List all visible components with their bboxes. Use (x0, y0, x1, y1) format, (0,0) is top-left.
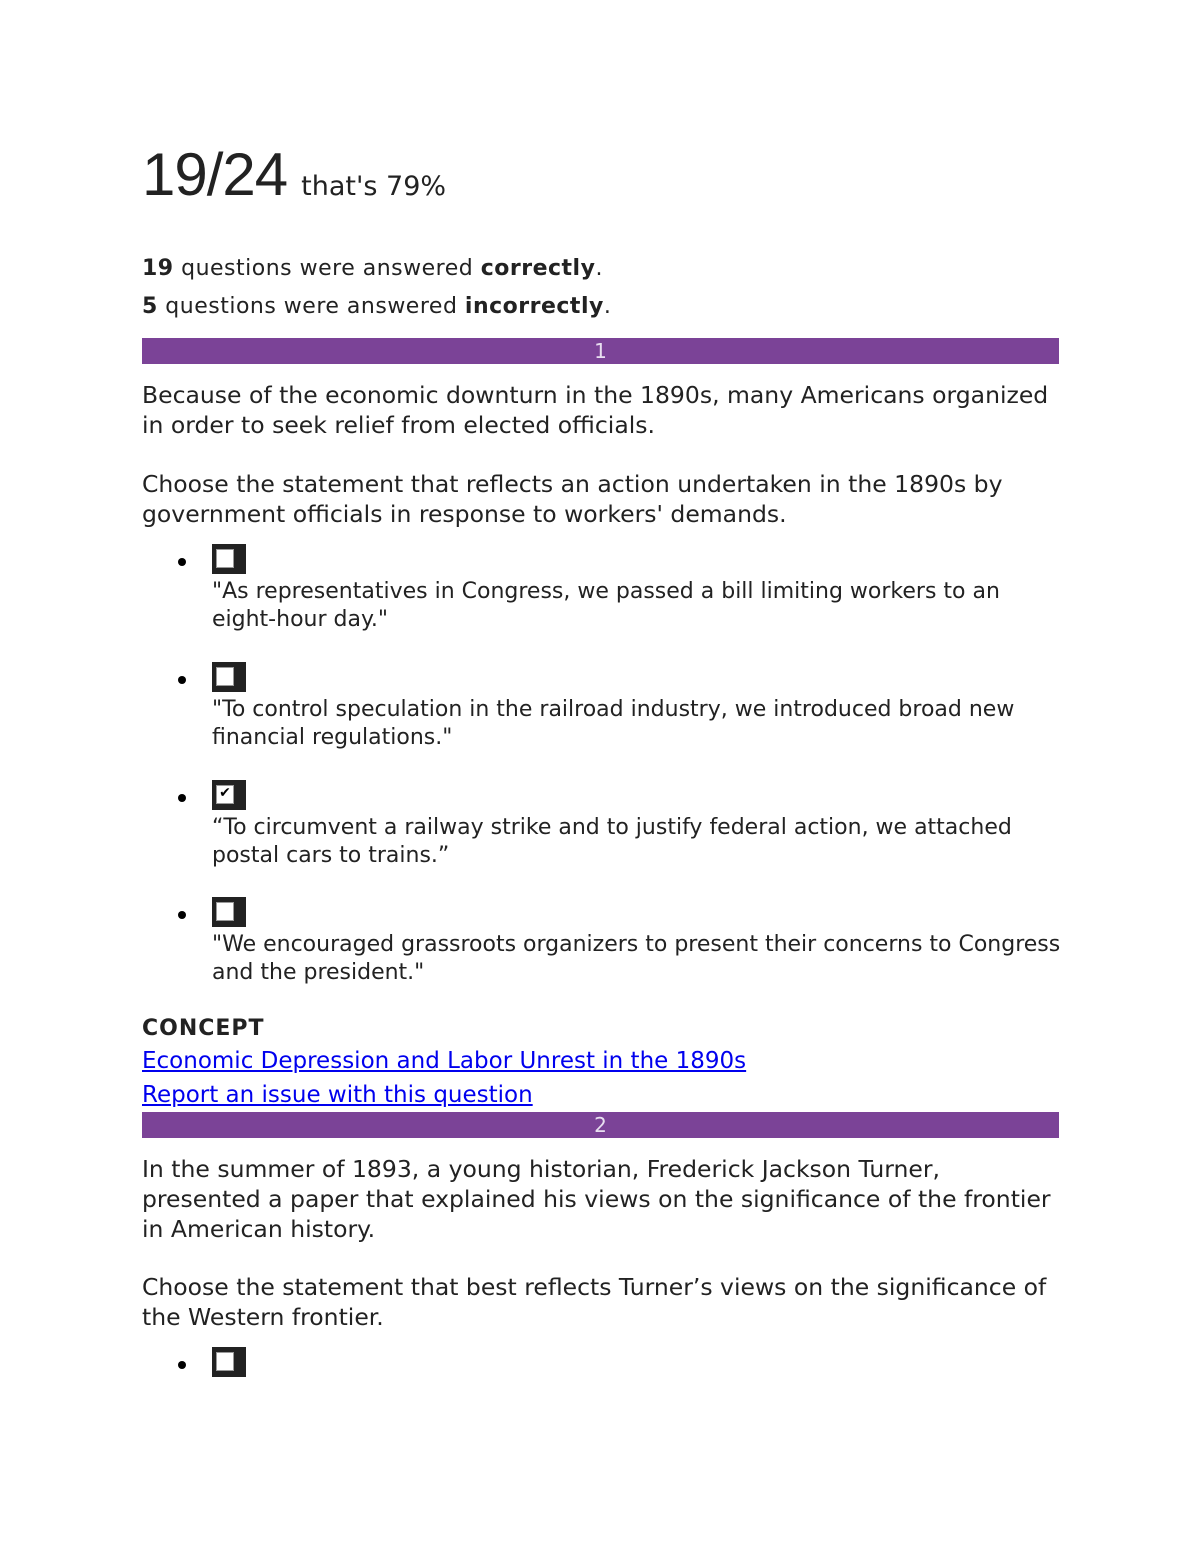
score-fraction: 19/24 (142, 141, 288, 208)
bullet-icon (178, 911, 186, 919)
option-text: "We encouraged grassroots organizers to present their concerns to Congress and the president." (212, 932, 1061, 985)
stat-text: questions were answered (157, 294, 465, 319)
bullet-icon (178, 558, 186, 566)
checkbox-icon[interactable] (212, 662, 246, 692)
option-text: "To control speculation in the railroad industry, we introduced broad new financial regulations." (212, 697, 1015, 750)
correct-stat (142, 256, 603, 281)
incorrect-count: 5 (142, 294, 158, 319)
checkbox-icon[interactable] (212, 544, 246, 574)
correct-count: 19 (142, 256, 174, 281)
checkbox-icon[interactable] (212, 1347, 246, 1377)
bullet-icon (178, 1361, 186, 1369)
incorrect-stat (142, 294, 611, 319)
stat-end: . (603, 294, 612, 319)
score-header (142, 140, 446, 209)
concept-label: CONCEPT (142, 1016, 265, 1041)
question-number-bar: 1 (142, 338, 1059, 364)
question-prompt: Because of the economic downturn in the 1890s, many Americans organized in order to seek relief from elected officials. (142, 381, 1049, 439)
bullet-icon (178, 794, 186, 802)
stat-word: correctly (480, 256, 596, 281)
bullet-icon (178, 676, 186, 684)
question-prompt: In the summer of 1893, a young historian, Frederick Jackson Turner, presented a paper that explained his views on the significance of the frontier in American history. (142, 1155, 1051, 1243)
question-number-bar: 2 (142, 1112, 1059, 1138)
checked-checkbox-icon[interactable] (212, 780, 246, 810)
option-text: "As representatives in Congress, we passed a bill limiting workers to an eight-hour day." (212, 579, 1000, 632)
option-text: “To circumvent a railway strike and to justify federal action, we attached postal cars to trains.” (212, 815, 1012, 868)
question-instruction: Choose the statement that reflects an action undertaken in the 1890s by government officials in response to workers' demands. (142, 470, 1003, 528)
stat-end: . (595, 256, 603, 281)
report-issue-link[interactable]: Report an issue with this question (142, 1082, 533, 1108)
checkmark-icon: ✔ (216, 785, 234, 804)
stat-text: questions were answered (173, 256, 481, 281)
question-instruction: Choose the statement that best reflects Turner’s views on the significance of the Western frontier. (142, 1273, 1047, 1331)
concept-link[interactable]: Economic Depression and Labor Unrest in the 1890s (142, 1048, 747, 1074)
checkbox-icon[interactable] (212, 897, 246, 927)
stat-word: incorrectly (464, 294, 604, 319)
score-percent: that's 79% (301, 171, 447, 202)
